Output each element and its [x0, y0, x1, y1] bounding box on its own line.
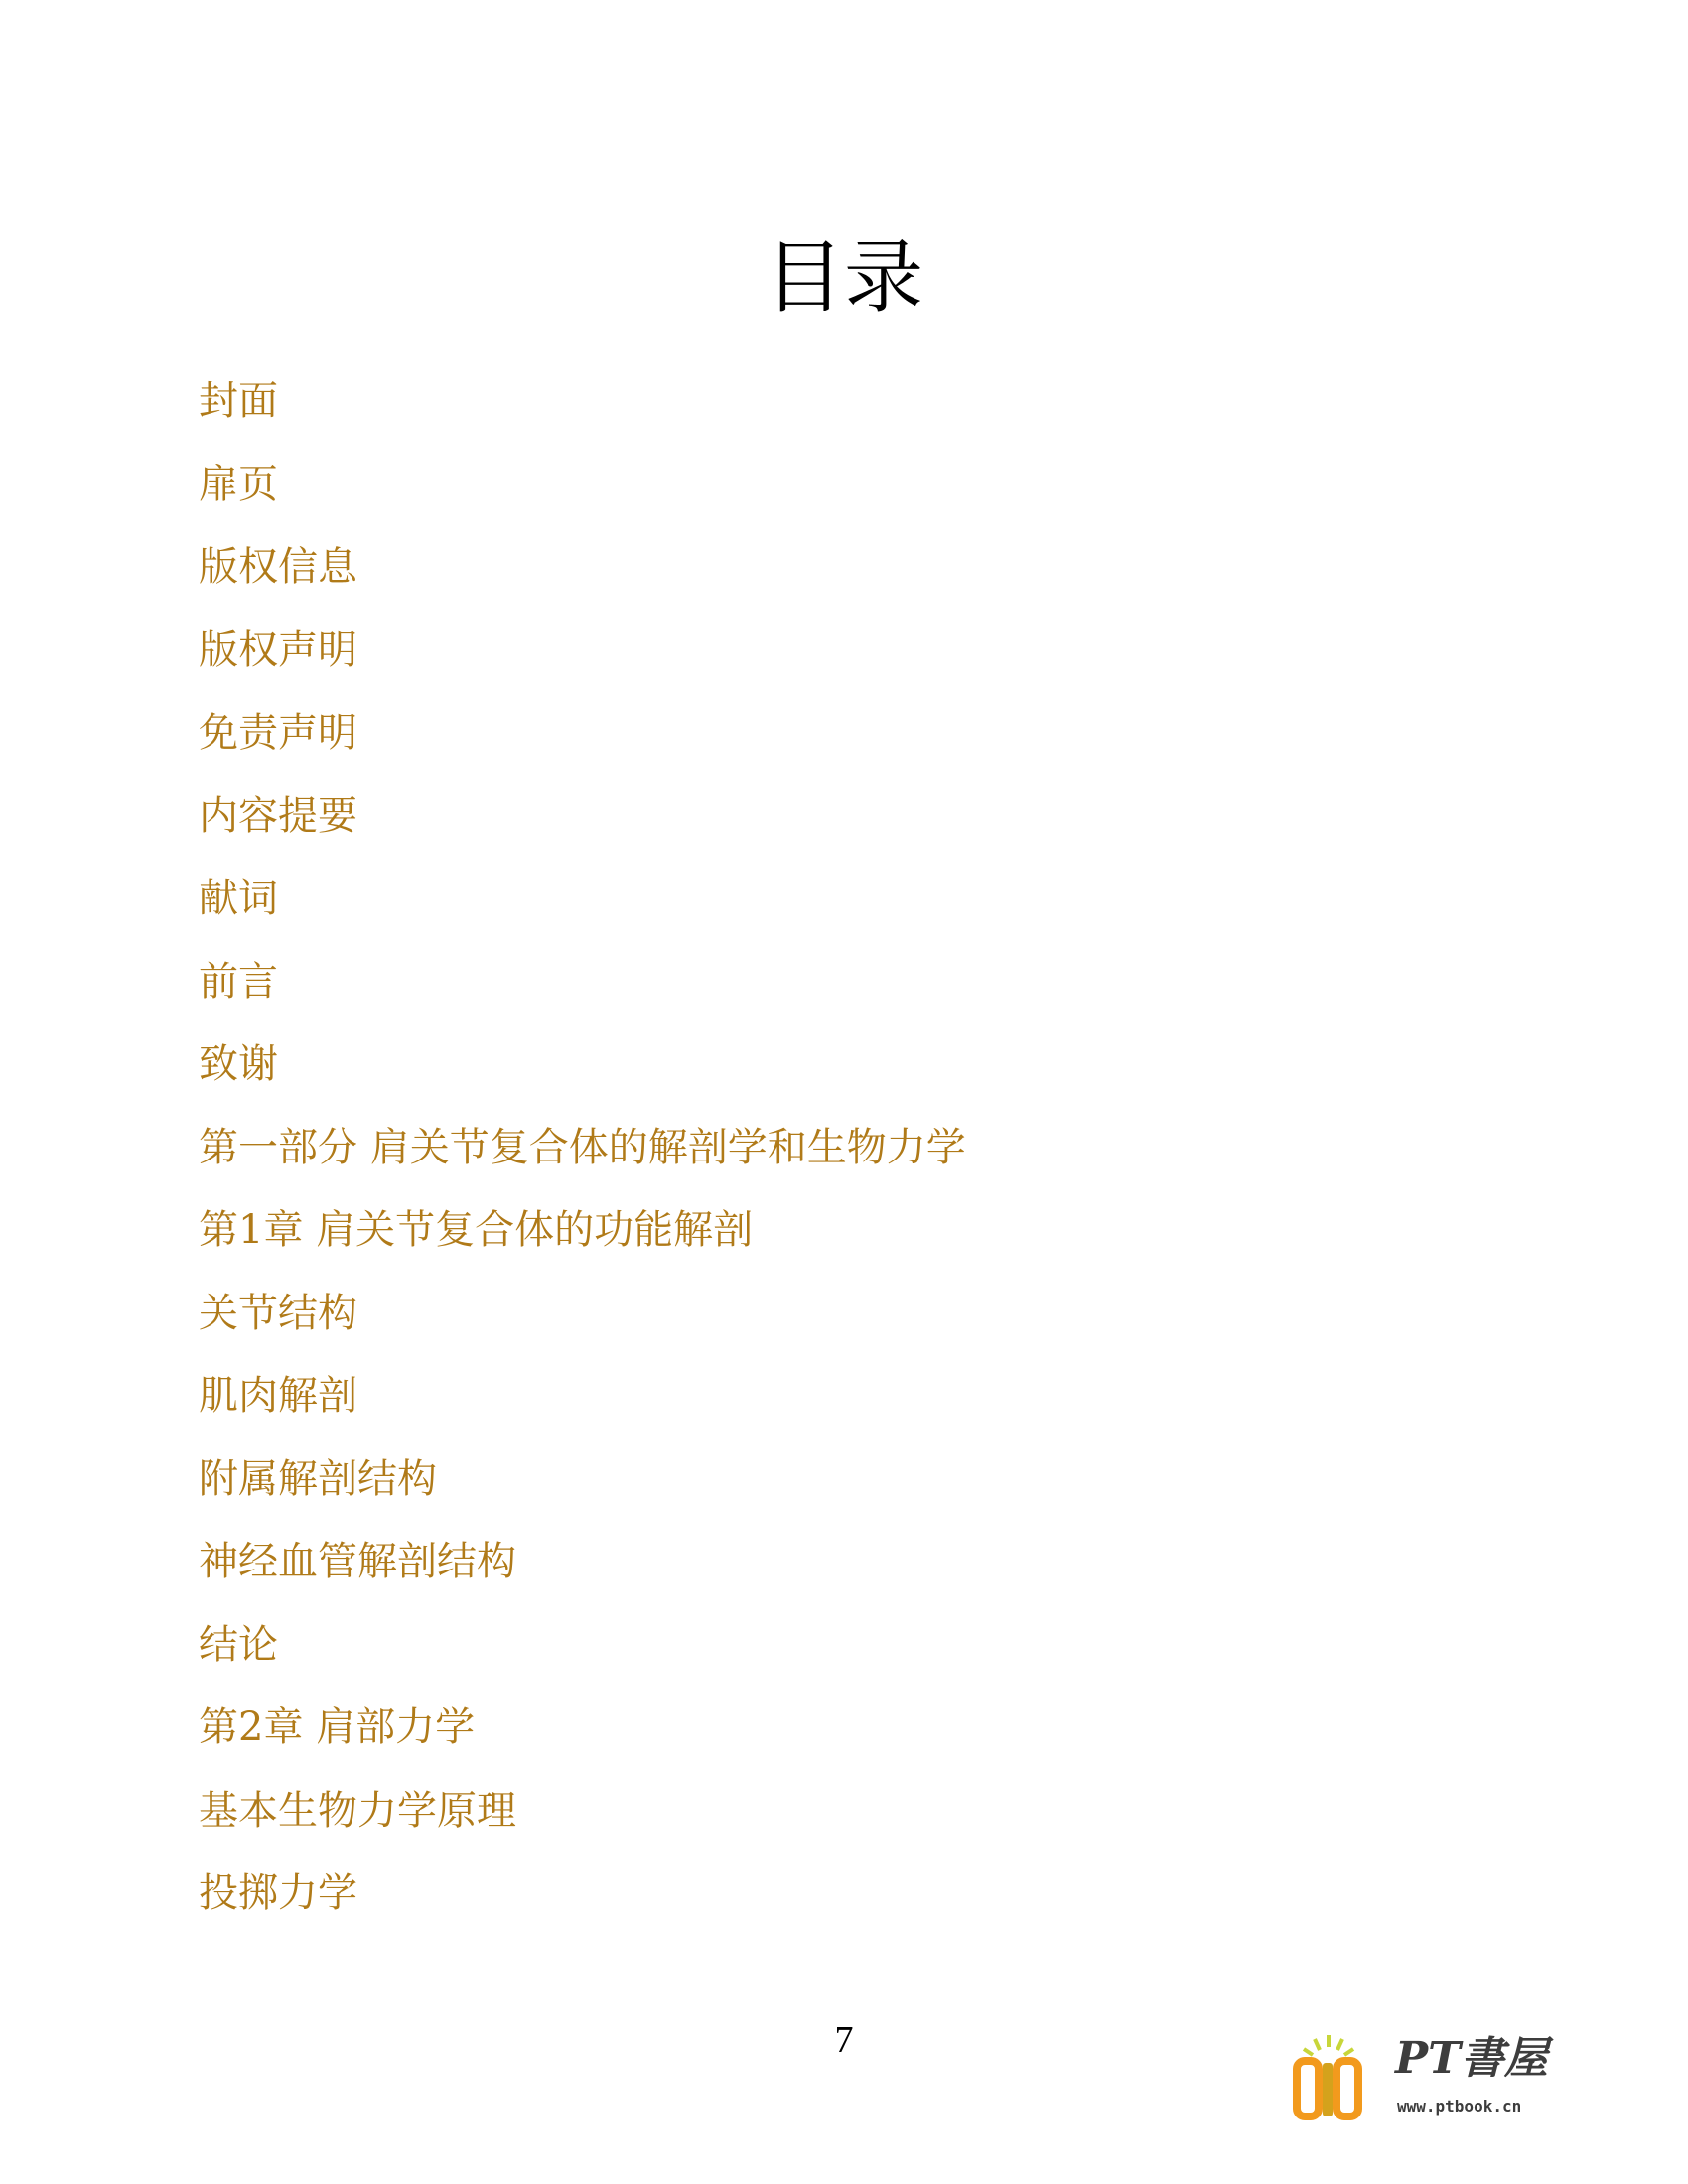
toc-link[interactable]: 致谢: [199, 1041, 278, 1087]
toc-link[interactable]: 封面: [199, 378, 278, 424]
toc-item: [199, 1034, 966, 1118]
toc-link[interactable]: 结论: [199, 1621, 278, 1668]
toc-item: [199, 1615, 966, 1699]
site-logo: [1291, 2025, 1569, 2134]
logo-url: www.ptbook.cn: [1397, 2097, 1522, 2116]
toc-link[interactable]: 肌肉解剖: [199, 1373, 357, 1419]
toc-link[interactable]: 第1章 肩关节复合体的功能解剖: [199, 1207, 754, 1253]
toc-link[interactable]: 关节结构: [199, 1290, 357, 1336]
page-number: 7: [834, 2019, 854, 2061]
toc-item: [199, 1200, 966, 1284]
toc-item: [199, 620, 966, 704]
toc-item: [199, 703, 966, 786]
toc-link[interactable]: 献词: [199, 876, 278, 921]
toc-link[interactable]: 内容提要: [199, 792, 357, 839]
page-title: 目录: [765, 231, 923, 324]
toc-item: [199, 1863, 966, 1947]
toc-list: [199, 371, 966, 1947]
toc-link[interactable]: 前言: [199, 958, 278, 1005]
toc-link[interactable]: 第一部分 肩关节复合体的解剖学和生物力学: [199, 1124, 966, 1170]
toc-item: [199, 869, 966, 952]
toc-link[interactable]: 版权信息: [199, 544, 357, 590]
toc-item: [199, 455, 966, 538]
toc-item: [199, 1284, 966, 1367]
toc-link[interactable]: 神经血管解剖结构: [199, 1539, 516, 1584]
toc-item: [199, 952, 966, 1035]
toc-link[interactable]: 版权声明: [199, 626, 357, 673]
toc-item: [199, 786, 966, 870]
toc-item: [199, 1118, 966, 1201]
toc-item: [199, 1366, 966, 1449]
toc-link[interactable]: 第2章 肩部力学: [199, 1705, 476, 1750]
toc-item: [199, 537, 966, 620]
toc-item: [199, 1698, 966, 1781]
logo-name: PT書屋: [1395, 2033, 1548, 2084]
open-book-icon: [1291, 2027, 1390, 2126]
toc-link[interactable]: 附属解剖结构: [199, 1455, 437, 1502]
toc-link[interactable]: 投掷力学: [199, 1870, 357, 1916]
toc-item: [199, 371, 966, 455]
toc-item: [199, 1532, 966, 1615]
toc-link[interactable]: 扉页: [199, 461, 278, 507]
toc-link[interactable]: 免责声明: [199, 710, 357, 755]
toc-item: [199, 1781, 966, 1864]
toc-item: [199, 1449, 966, 1533]
toc-link[interactable]: 基本生物力学原理: [199, 1787, 516, 1834]
